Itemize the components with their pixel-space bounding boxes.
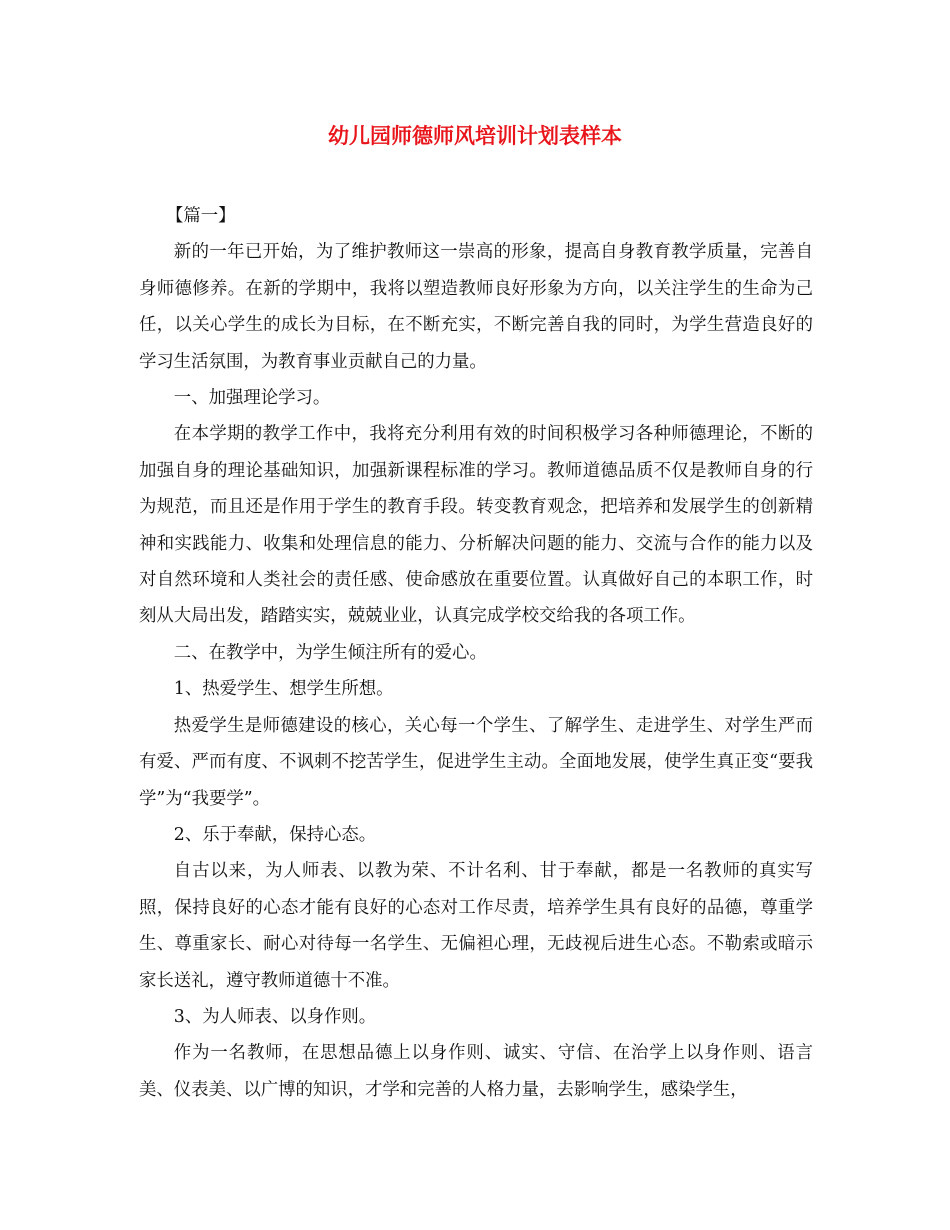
subheading-2-1: 1、热爱学生、想学生所想。 [173,679,394,700]
heading-1: 一、加强理论学习。 [173,388,331,409]
document-body [139,198,813,1108]
subheading-2-2: 2、乐于奉献，保持心态。 [173,824,377,845]
paragraph-love-students: 热爱学生是师德建设的核心，关心每一个学生、了解学生、走进学生、对学生严而有爱、严而有度、不讽刺不挖苦学生，促进学生主动。全面地发展，使学生真正变“要我学”为“我要学”。 [139,715,813,809]
paragraph-theory: 在本学期的教学工作中，我将充分利用有效的时间积极学习各种师德理论，不断的加强自身的理论基础知识，加强新课程标准的学习。教师道德品质不仅是教师自身的行为规范，而且还是作用于学生的教育手段。转变教育观念，把培养和发展学生的创新精神和实践能力、收集和处理信息的能力、分析解决问题的能力、交流与合作的能力以及对自然环境和人类社会的责任感、使命感放在重要位置。认真做好自己的本职工作，时刻从大局出发，踏踏实实，兢兢业业，认真完成学校交给我的各项工作。 [139,424,813,627]
paragraph-role-model: 作为一名教师，在思想品德上以身作则、诚实、守信、在治学上以身作则、语言美、仪表美、以广博的知识，才学和完善的人格力量，去影响学生，感染学生， [139,1043,813,1100]
subheading-2-3: 3、为人师表、以身作则。 [173,1006,377,1027]
section-label: 【篇一】 [165,206,236,226]
heading-2: 二、在教学中，为学生倾注所有的爱心。 [173,642,487,663]
paragraph-dedication: 自古以来，为人师表、以教为荣、不计名利、甘于奉献，都是一名教师的真实写照，保持良好的心态才能有良好的心态对工作尽责，培养学生具有良好的品德，尊重学生、尊重家长、耐心对待每一名学生、无偏袒心理，无歧视后进生心态。不勒索或暗示家长送礼，遵守教师道德十不准。 [139,861,813,991]
intro-paragraph: 新的一年已开始，为了维护教师这一崇高的形象，提高自身教育教学质量，完善自身师德修养。在新的学期中，我将以塑造教师良好形象为方向，以关注学生的生命为己任，以关心学生的成长为目标，在不断充实，不断完善自我的同时，为学生营造良好的学习生活氛围，为教育事业贡献自己的力量。 [139,242,813,372]
document-title: 幼儿园师德师风培训计划表样本 [328,123,622,148]
